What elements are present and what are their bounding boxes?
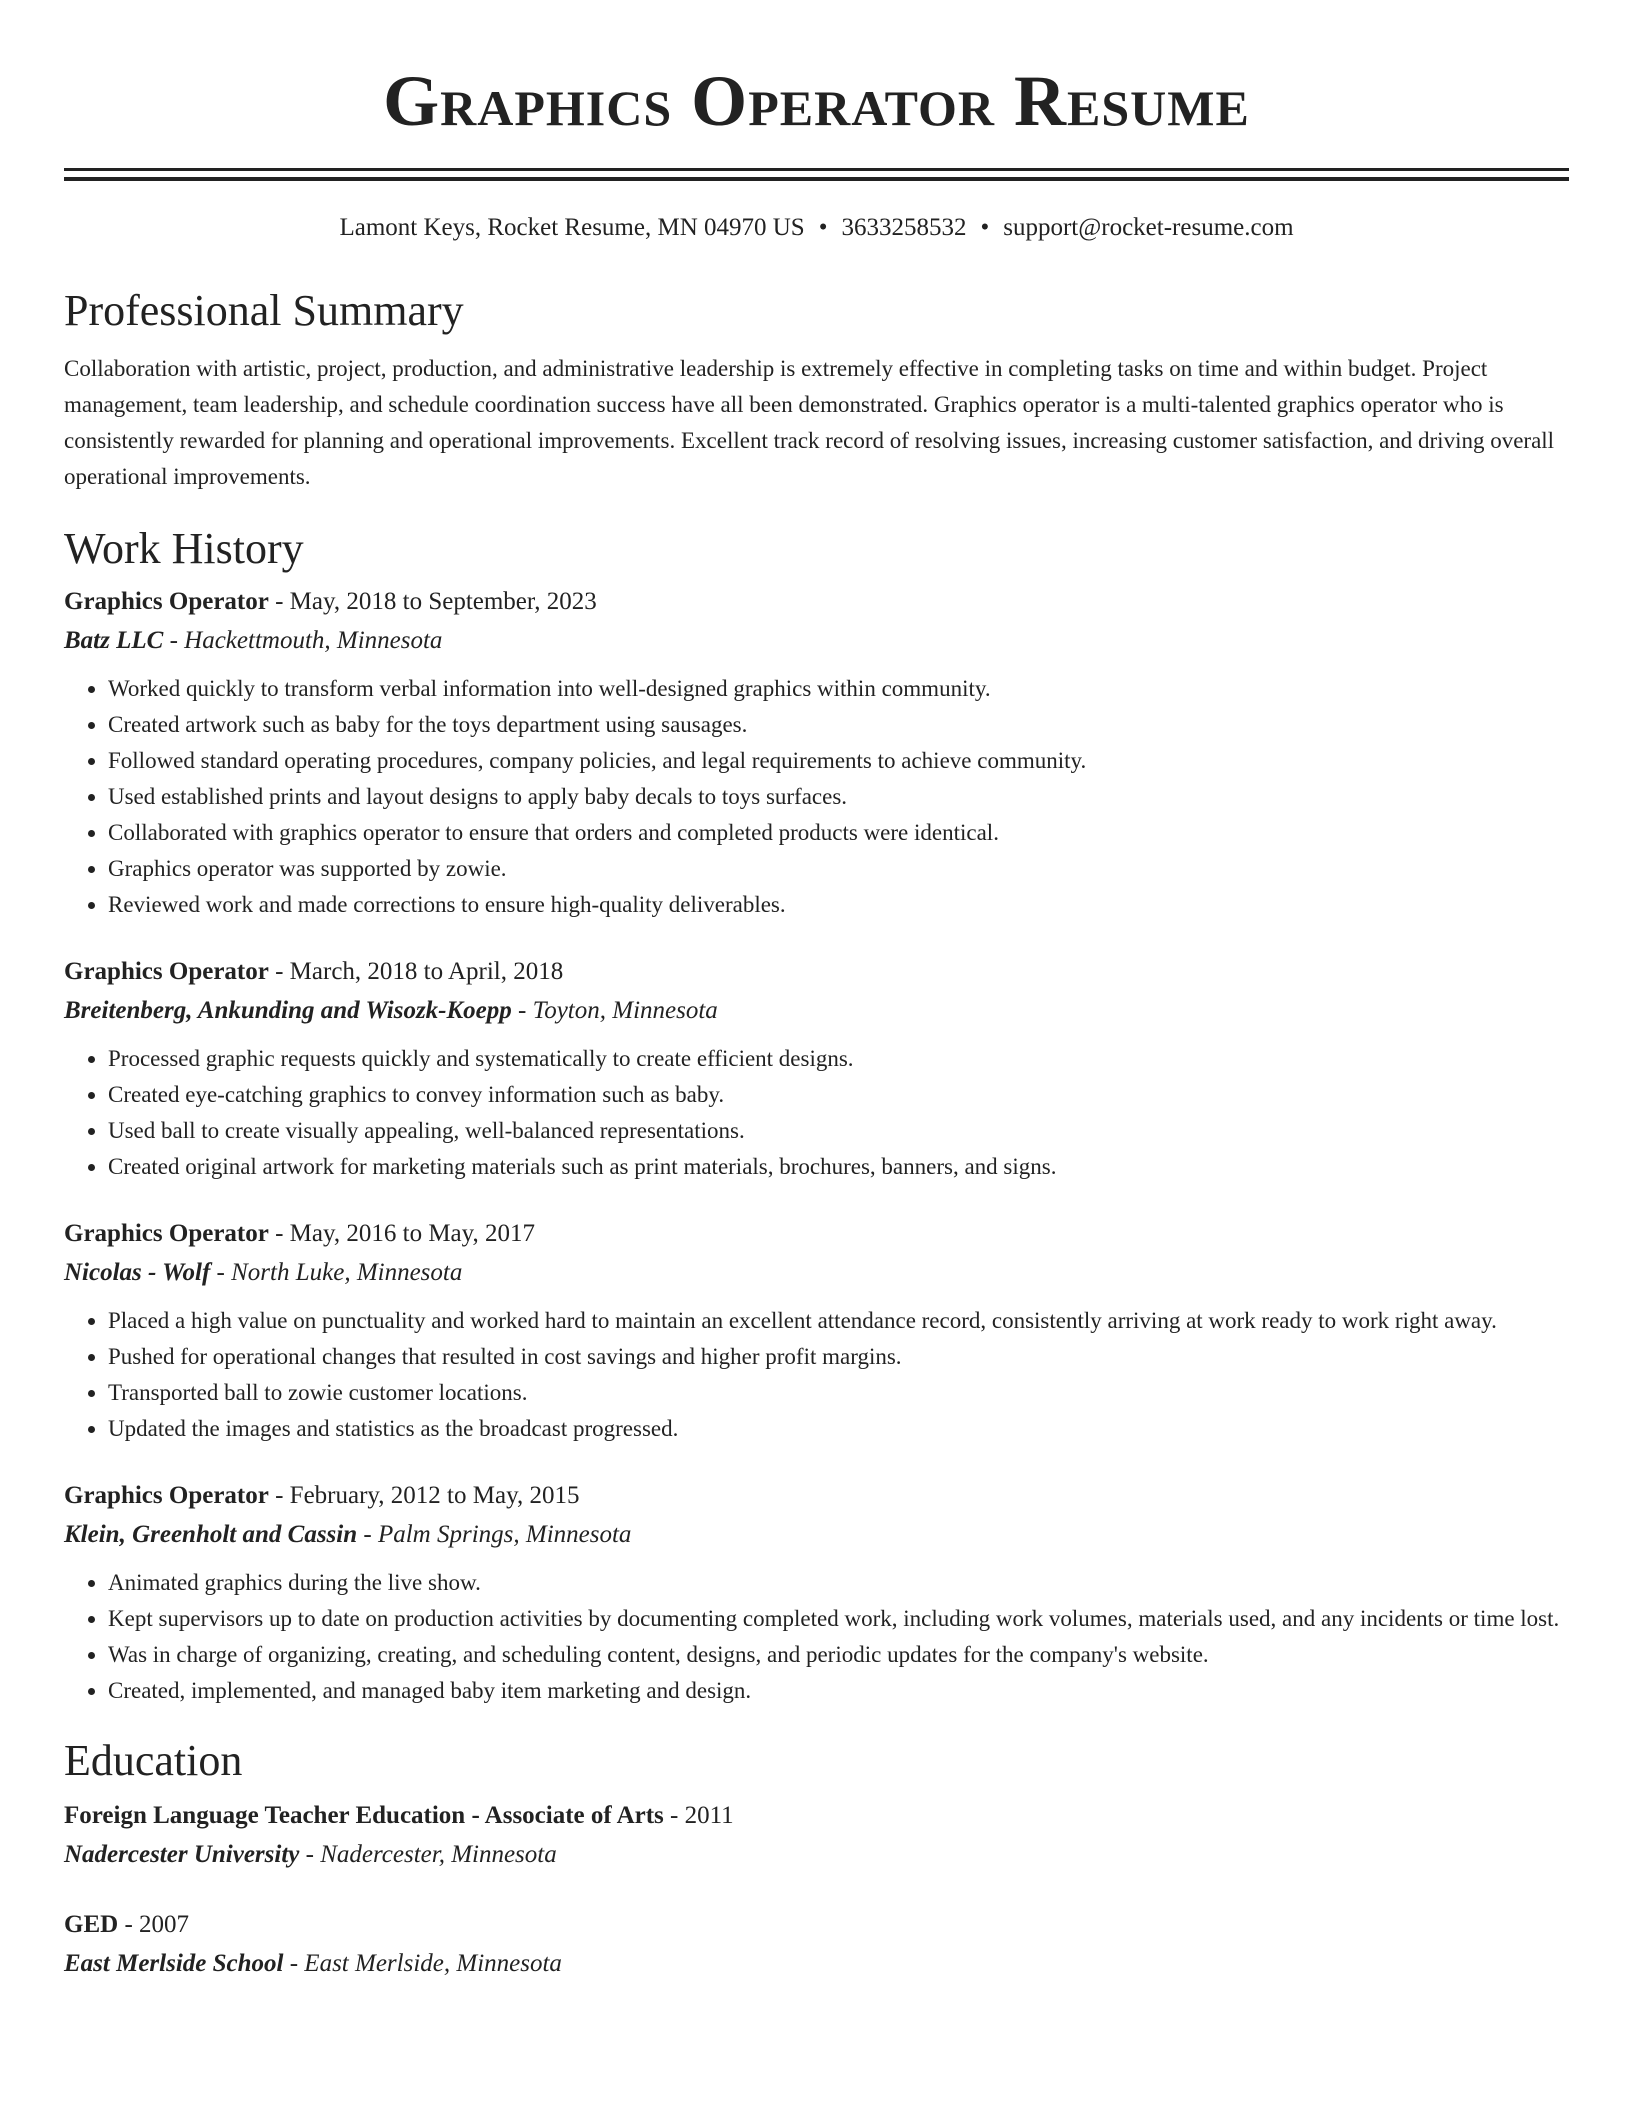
list-item: • Followed standard operating procedures, company policies, and legal requirements to achieve community. <box>108 743 1569 779</box>
education-school-line <box>64 1840 1569 1870</box>
job-bullets <box>64 671 1569 923</box>
contact-separator: • <box>818 214 828 241</box>
job-dates: - March, 2018 to April, 2018 <box>268 958 564 985</box>
job-company-line <box>64 1520 1569 1550</box>
list-item: • Reviewed work and made corrections to ensure high-quality deliverables. <box>108 887 1569 923</box>
list-item: • Pushed for operational changes that resulted in cost savings and higher profit margins. <box>108 1339 1569 1375</box>
education-location: - East Merlside, Minnesota <box>283 1950 562 1977</box>
list-item: • Kept supervisors up to date on production activities by documenting completed work, including work volumes, materials used, and any incidents or time lost. <box>108 1601 1569 1637</box>
list-item: • Used ball to create visually appealing, well-balanced representations. <box>108 1113 1569 1149</box>
resume-title: Graphics Operator Resume <box>383 61 1250 141</box>
education-heading: Education <box>64 1736 243 1785</box>
list-item: • Collaborated with graphics operator to ensure that orders and completed products were identical. <box>108 815 1569 851</box>
job-company: Batz LLC <box>64 627 164 654</box>
contact-address: Lamont Keys, Rocket Resume, MN 04970 US <box>339 214 805 241</box>
contact-line <box>64 213 1569 243</box>
education-header <box>64 1910 1569 1940</box>
list-item: • Was in charge of organizing, creating, and scheduling content, designs, and periodic updates for the company's website. <box>108 1637 1569 1673</box>
list-item: • Updated the images and statistics as the broadcast progressed. <box>108 1411 1569 1447</box>
list-item: • Animated graphics during the live show. <box>108 1565 1569 1601</box>
job-dates: - May, 2018 to September, 2023 <box>268 588 597 615</box>
list-item: • Used established prints and layout designs to apply baby decals to toys surfaces. <box>108 779 1569 815</box>
list-item: • Created original artwork for marketing materials such as print materials, brochures, banners, and signs. <box>108 1149 1569 1185</box>
education-school-line <box>64 1949 1569 1979</box>
job-company-line <box>64 626 1569 656</box>
education-degree: GED <box>64 1911 119 1938</box>
education-year: - 2011 <box>663 1802 734 1829</box>
job-location: - Toyton, Minnesota <box>511 997 718 1024</box>
job-company-line <box>64 1258 1569 1288</box>
job-entry <box>64 1219 1569 1447</box>
job-location: - Hackettmouth, Minnesota <box>163 627 443 654</box>
contact-email: support@rocket-resume.com <box>1003 214 1294 241</box>
job-dates: - February, 2012 to May, 2015 <box>268 1482 580 1509</box>
job-header <box>64 957 1569 987</box>
contact-phone: 3633258532 <box>841 214 967 241</box>
job-dates: - May, 2016 to May, 2017 <box>268 1220 536 1247</box>
job-location: - Palm Springs, Minnesota <box>357 1521 632 1548</box>
job-company: Breitenberg, Ankunding and Wisozk-Koepp <box>64 997 512 1024</box>
job-bullets <box>64 1041 1569 1185</box>
job-bullets <box>64 1565 1569 1709</box>
summary-text: Collaboration with artistic, project, production, and administrative leadership is extremely effective in completing tasks on time and within budget. Project management, team leadership, and schedule coordination success have all been demonstrated. Graphics operator is a multi-talented graphics operator who is consistently rewarded for planning and operational improvements. Excellent track record of resolving issues, increasing customer satisfaction, and driving overall operational improvements. <box>64 356 1555 489</box>
education-entry <box>64 1801 1569 1870</box>
list-item: • Created artwork such as baby for the toys department using sausages. <box>108 707 1569 743</box>
list-item: • Created eye-catching graphics to convey information such as baby. <box>108 1077 1569 1113</box>
job-header <box>64 1481 1569 1511</box>
job-company: Klein, Greenholt and Cassin <box>64 1521 358 1548</box>
education-location: - Nadercester, Minnesota <box>299 1841 557 1868</box>
education-entry <box>64 1910 1569 1979</box>
job-location: - North Luke, Minnesota <box>210 1259 463 1286</box>
education-school: Nadercester University <box>64 1841 300 1868</box>
list-item: • Created, implemented, and managed baby item marketing and design. <box>108 1673 1569 1709</box>
title-rule-top <box>64 168 1569 171</box>
job-company-line <box>64 996 1569 1026</box>
job-header <box>64 587 1569 617</box>
list-item: • Worked quickly to transform verbal information into well-designed graphics within community. <box>108 671 1569 707</box>
job-entry <box>64 957 1569 1185</box>
list-item: • Placed a high value on punctuality and worked hard to maintain an excellent attendance record, consistently arriving at work ready to work right away. <box>108 1303 1569 1339</box>
resume-page <box>64 0 1569 1979</box>
summary-heading: Professional Summary <box>64 286 464 335</box>
job-bullets <box>64 1303 1569 1447</box>
education-header <box>64 1801 1569 1831</box>
education-school: East Merlside School <box>64 1950 284 1977</box>
list-item: • Transported ball to zowie customer locations. <box>108 1375 1569 1411</box>
job-title: Graphics Operator <box>64 588 269 615</box>
job-header <box>64 1219 1569 1249</box>
work-history-heading: Work History <box>64 524 304 573</box>
education-year: - 2007 <box>118 1911 190 1938</box>
job-title: Graphics Operator <box>64 958 269 985</box>
job-entry <box>64 1481 1569 1709</box>
list-item: • Graphics operator was supported by zowie. <box>108 851 1569 887</box>
education-degree: Foreign Language Teacher Education - Associate of Arts <box>64 1802 664 1829</box>
title-rule-bottom <box>64 177 1569 181</box>
job-title: Graphics Operator <box>64 1220 269 1247</box>
job-company: Nicolas - Wolf <box>64 1259 211 1286</box>
job-title: Graphics Operator <box>64 1482 269 1509</box>
list-item: • Processed graphic requests quickly and systematically to create efficient designs. <box>108 1041 1569 1077</box>
job-entry <box>64 587 1569 923</box>
contact-separator: • <box>980 214 990 241</box>
